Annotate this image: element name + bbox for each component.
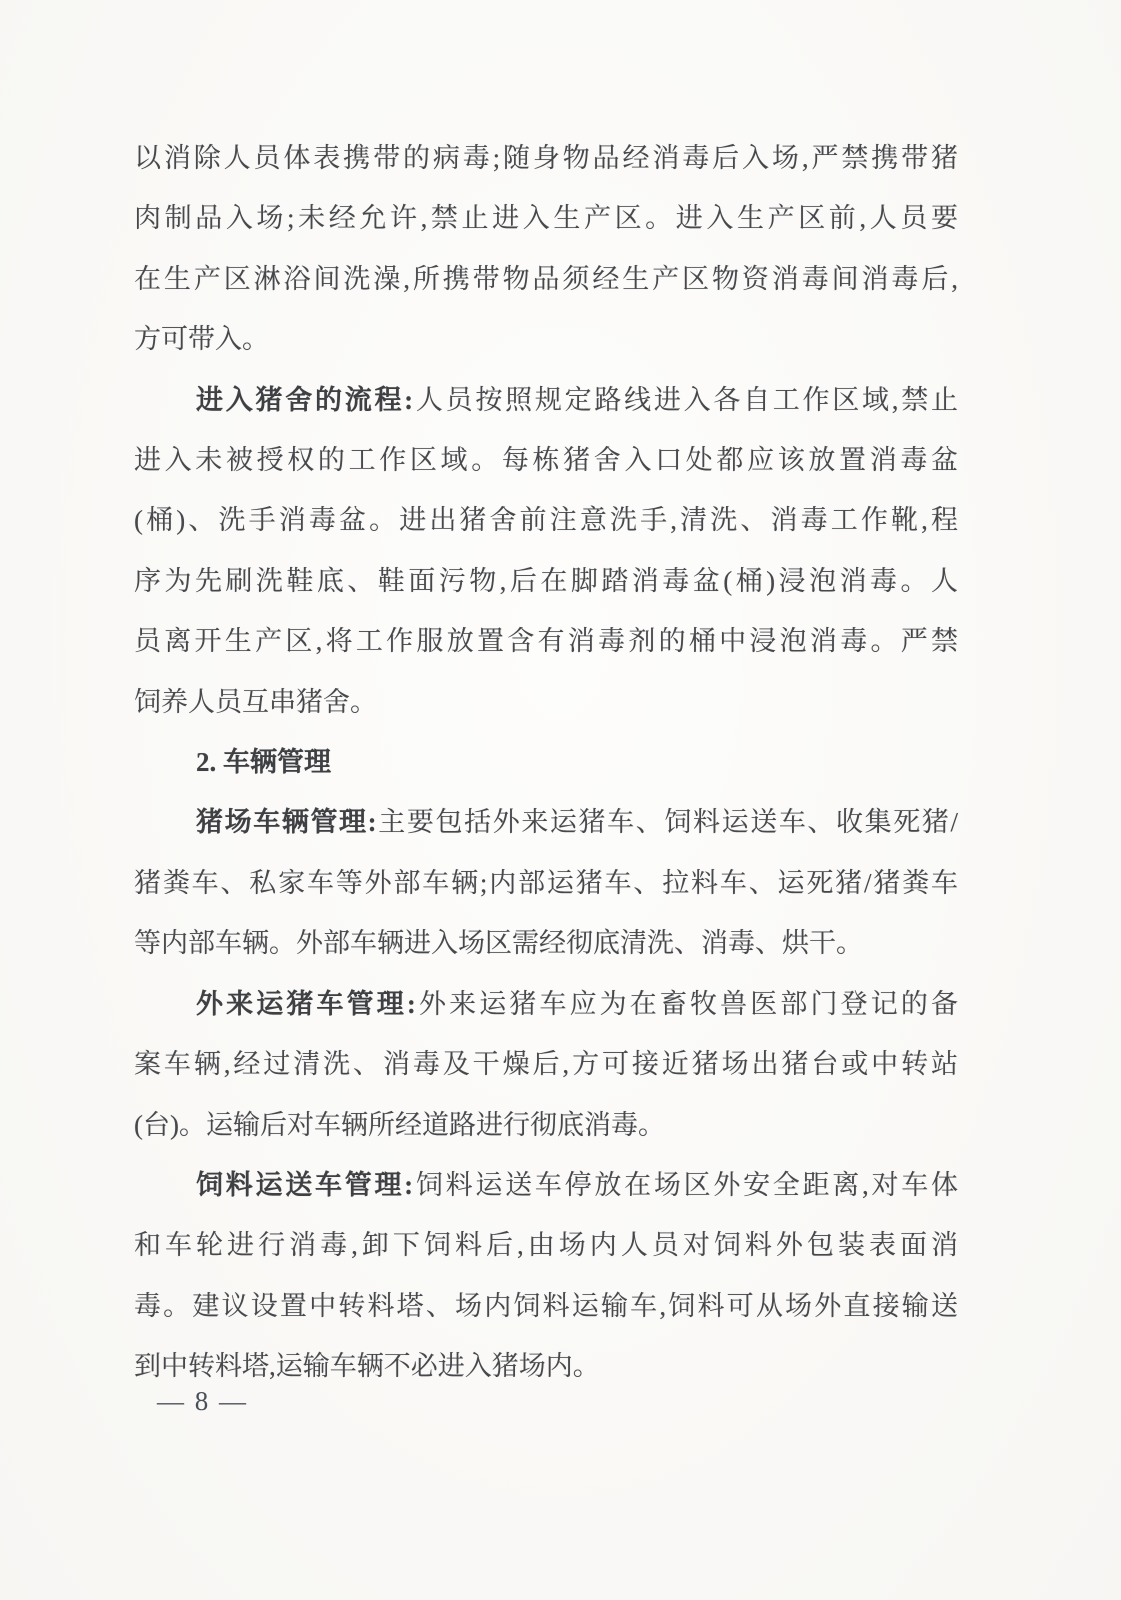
body-text: 和车轮进行消毒,卸下饲料后,由场内人员对饲料外包装表面消 [134, 1230, 958, 1261]
text-line [134, 672, 958, 732]
text-line [134, 128, 958, 188]
body-text: 毒。建议设置中转料塔、场内饲料运输车,饲料可从场外直接输送 [134, 1290, 958, 1321]
body-text: (台)。运输后对车辆所经道路进行彻底消毒。 [134, 1109, 665, 1140]
body-text: 猪粪车、私家车等外部车辆;内部运猪车、拉料车、运死猪/猪粪车 [134, 867, 958, 898]
paragraph-pig-house-entry-process [134, 370, 958, 732]
document-text-block [134, 128, 958, 1397]
text-line [134, 853, 958, 913]
bold-lead-in: 2. 车辆管理 [196, 747, 331, 778]
paragraph-feed-truck-management [134, 1155, 958, 1397]
text-line [134, 1155, 958, 1215]
body-text: 等内部车辆。外部车辆进入场区需经彻底清洗、消毒、烘干。 [134, 928, 863, 959]
text-line [134, 1276, 958, 1336]
text-line [134, 792, 958, 852]
bold-lead-in: 猪场车辆管理: [196, 807, 377, 838]
text-line [134, 732, 958, 792]
body-text: 在生产区淋浴间洗澡,所携带物品须经生产区物资消毒间消毒后, [134, 263, 958, 294]
text-line [134, 309, 958, 369]
body-text: 饲料运送车停放在场区外安全距离,对车体 [413, 1169, 959, 1200]
body-text: 案车辆,经过清洗、消毒及干燥后,方可接近猪场出猪台或中转站 [134, 1049, 958, 1080]
body-text: 序为先刷洗鞋底、鞋面污物,后在脚踏消毒盆(桶)浸泡消毒。人 [134, 565, 958, 596]
paragraph-farm-vehicle-management [134, 792, 958, 973]
body-text: 进入未被授权的工作区域。每栋猪舍入口处都应该放置消毒盆 [134, 445, 958, 476]
body-text: 方可带入。 [134, 324, 269, 355]
text-line [134, 974, 958, 1034]
body-text: 以消除人员体表携带的病毒;随身物品经消毒后入场,严禁携带猪 [134, 143, 958, 173]
text-line [134, 1034, 958, 1094]
bold-lead-in: 外来运猪车管理: [196, 988, 416, 1019]
paragraph-personnel-entry-continued [134, 128, 958, 370]
text-line [134, 1095, 958, 1155]
text-line [134, 913, 958, 973]
text-line [134, 188, 958, 248]
body-text: 主要包括外来运猪车、饲料运送车、收集死猪/ [376, 807, 958, 838]
body-text: (桶)、洗手消毒盆。进出猪舍前注意洗手,清洗、消毒工作靴,程 [134, 505, 958, 536]
paragraph-external-pig-truck-management [134, 974, 958, 1155]
body-text: 外来运猪车应为在畜牧兽医部门登记的备 [415, 988, 959, 1019]
text-line [134, 249, 958, 309]
bold-lead-in: 饲料运送车管理: [196, 1169, 414, 1200]
page-number: — 8 — [157, 1386, 248, 1416]
text-line [134, 1215, 958, 1275]
body-text: 员离开生产区,将工作服放置含有消毒剂的桶中浸泡消毒。严禁 [134, 626, 958, 657]
body-text: 人员按照规定路线进入各自工作区域,禁止 [413, 384, 959, 415]
text-line [134, 551, 958, 611]
heading-vehicle-management [134, 732, 958, 792]
text-line [134, 370, 958, 430]
text-line [134, 1336, 958, 1396]
body-text: 饲养人员互串猪舍。 [134, 686, 377, 717]
text-line [134, 490, 958, 550]
bold-lead-in: 进入猪舍的流程: [196, 384, 414, 415]
body-text: 到中转料塔,运输车辆不必进入猪场内。 [134, 1351, 600, 1382]
body-text: 肉制品入场;未经允许,禁止进入生产区。进入生产区前,人员要 [134, 203, 958, 234]
text-line [134, 611, 958, 671]
text-line [134, 430, 958, 490]
